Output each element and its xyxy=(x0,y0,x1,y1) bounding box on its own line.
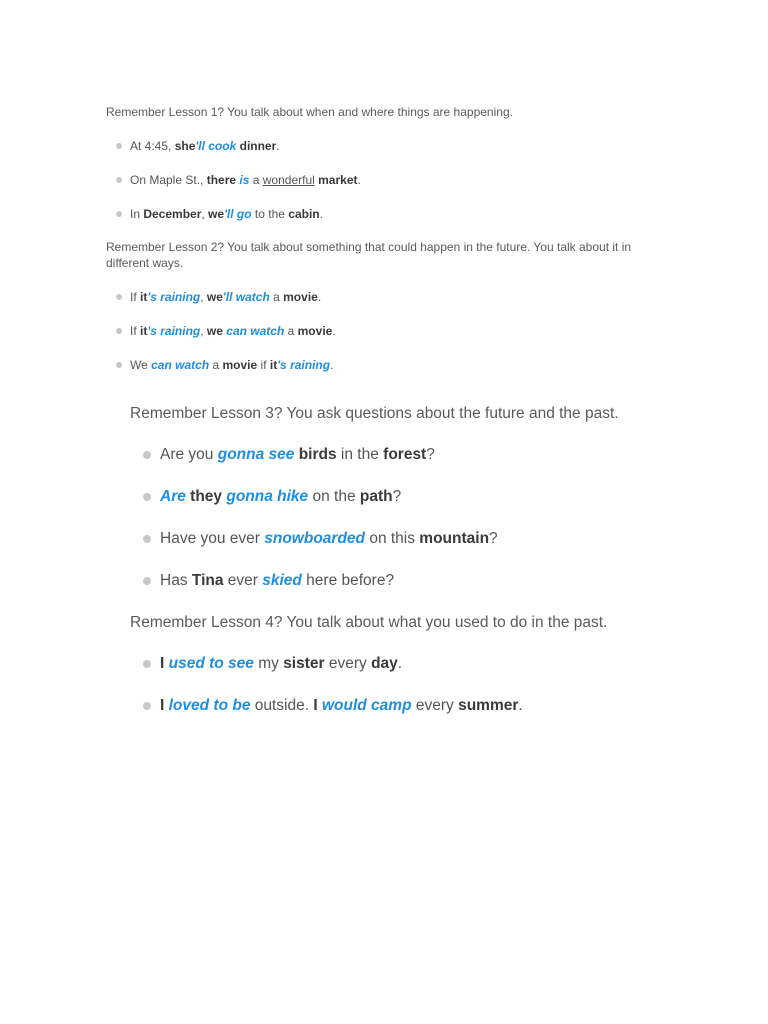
text-segment: . xyxy=(330,358,334,372)
bold-text: dinner xyxy=(239,139,277,153)
highlighted-phrase: 'll go xyxy=(224,207,252,221)
bold-text: day xyxy=(371,655,398,672)
highlighted-phrase: would camp xyxy=(321,697,412,714)
text-segment: every xyxy=(411,697,459,714)
bullet-icon xyxy=(116,328,122,334)
bold-text: we xyxy=(208,207,225,221)
lesson-3-list xyxy=(130,444,690,592)
list-item xyxy=(106,322,674,340)
text-segment: . xyxy=(397,655,403,672)
highlighted-phrase: 'll cook xyxy=(195,139,237,153)
list-item xyxy=(106,205,674,223)
text-segment: , xyxy=(200,324,207,338)
text-segment: . xyxy=(332,324,336,338)
text-segment: . xyxy=(276,139,280,153)
lesson-1-section xyxy=(106,104,674,223)
bold-text: it xyxy=(140,324,148,338)
text-segment: a xyxy=(249,173,263,187)
list-item xyxy=(130,486,690,508)
list-item xyxy=(106,171,674,189)
lesson-3-intro: Remember Lesson 3? You ask questions about the future and the past. xyxy=(130,405,619,422)
highlighted-phrase: gonna hike xyxy=(226,488,309,505)
bold-text: movie xyxy=(297,324,333,338)
text-segment: Has xyxy=(160,572,192,589)
list-item xyxy=(130,653,690,675)
highlighted-phrase: gonna see xyxy=(217,446,295,463)
highlighted-phrase: Are xyxy=(160,488,186,505)
highlighted-phrase: 's raining xyxy=(147,324,201,338)
text-segment: , xyxy=(200,290,207,304)
text-segment: Are you xyxy=(160,446,218,463)
text-segment: . xyxy=(357,173,361,187)
list-item xyxy=(106,288,674,306)
underlined-text: wonderful xyxy=(262,173,315,187)
highlighted-phrase: can watch xyxy=(151,358,210,372)
text-segment: ? xyxy=(489,530,498,547)
bold-text: movie xyxy=(283,290,318,304)
highlighted-phrase: skied xyxy=(262,572,302,589)
bullet-icon xyxy=(143,535,151,543)
list-item xyxy=(130,444,690,466)
highlighted-phrase: is xyxy=(239,173,250,187)
highlighted-phrase: 's raining xyxy=(277,358,331,372)
bold-text: I xyxy=(160,655,165,672)
list-item-text xyxy=(160,697,523,714)
list-item-text xyxy=(160,655,402,672)
text-segment: on the xyxy=(308,488,360,505)
lesson-2-intro: Remember Lesson 2? You talk about something that could happen in the future. You talk about it in different ways. xyxy=(106,240,632,270)
text-segment: Have you ever xyxy=(160,530,265,547)
lesson-4-section xyxy=(130,613,690,717)
text-segment: If xyxy=(130,324,141,338)
bold-text: path xyxy=(359,488,393,505)
bold-text: I xyxy=(160,697,165,714)
text-segment: my xyxy=(253,655,284,672)
lesson-4-intro: Remember Lesson 4? You talk about what you used to do in the past. xyxy=(130,614,608,631)
list-item-text xyxy=(130,358,333,372)
bold-text: I xyxy=(313,697,318,714)
text-segment: , xyxy=(201,207,209,221)
bold-text: it xyxy=(140,290,148,304)
list-item-text xyxy=(160,446,435,463)
highlighted-phrase: 's raining xyxy=(147,290,201,304)
list-item-text xyxy=(130,173,361,187)
bullet-icon xyxy=(143,702,151,710)
bullet-icon xyxy=(116,211,122,217)
text-segment: if xyxy=(257,358,270,372)
text-segment: to the xyxy=(251,207,289,221)
list-item-text xyxy=(130,139,280,153)
list-item xyxy=(130,695,690,717)
bullet-icon xyxy=(116,143,122,149)
bullet-icon xyxy=(143,577,151,585)
text-segment: . xyxy=(319,207,323,221)
text-segment: In xyxy=(130,207,144,221)
text-segment: . xyxy=(317,290,322,304)
bullet-icon xyxy=(116,177,122,183)
bold-text: mountain xyxy=(419,530,490,547)
text-segment: We xyxy=(130,358,152,372)
text-segment: in the xyxy=(336,446,384,463)
list-item-text xyxy=(130,290,321,304)
bold-text: it xyxy=(269,358,278,372)
bullet-icon xyxy=(143,660,151,668)
list-item-text xyxy=(130,324,336,338)
bold-text: forest xyxy=(383,446,427,463)
text-segment: At 4:45, xyxy=(130,139,175,153)
bold-text: market xyxy=(318,173,358,187)
lesson-1-intro: Remember Lesson 1? You talk about when and where things are happening. xyxy=(106,105,513,119)
text-segment: outside. xyxy=(250,697,314,714)
lesson-1-list xyxy=(106,137,674,223)
bold-text: sister xyxy=(283,655,325,672)
lesson-3-section xyxy=(130,404,690,592)
list-item xyxy=(106,137,674,155)
lesson-4-list xyxy=(130,653,690,717)
text-segment: every xyxy=(324,655,372,672)
text-segment: On Maple St. xyxy=(130,173,201,187)
text-segment: ? xyxy=(392,488,402,505)
bold-text: she xyxy=(174,139,196,153)
highlighted-phrase: loved to be xyxy=(168,697,251,714)
highlighted-phrase: used to see xyxy=(168,655,254,672)
text-segment: on this xyxy=(365,530,420,547)
list-item xyxy=(130,528,690,550)
highlighted-phrase: 'll watch xyxy=(222,290,270,304)
text-segment: ? xyxy=(426,446,435,463)
bold-text: there xyxy=(206,173,237,187)
text-segment: ever xyxy=(223,572,263,589)
lesson-2-list xyxy=(106,288,674,374)
highlighted-phrase: snowboarded xyxy=(264,530,366,547)
bold-text: summer xyxy=(458,697,519,714)
text-segment: If xyxy=(130,290,141,304)
text-segment: here before? xyxy=(301,572,395,589)
bold-text: movie xyxy=(222,358,258,372)
list-item-text xyxy=(160,530,498,547)
bold-text: they xyxy=(190,488,223,505)
text-segment: . xyxy=(518,697,523,714)
bullet-icon xyxy=(116,362,122,368)
list-item-text xyxy=(160,488,401,505)
bold-text: cabin xyxy=(288,207,320,221)
list-item xyxy=(130,570,690,592)
text-segment: , xyxy=(200,173,207,187)
bold-text: Tina xyxy=(191,572,224,589)
bold-text: birds xyxy=(298,446,337,463)
text-segment: a xyxy=(209,358,223,372)
list-item-text xyxy=(160,572,394,589)
list-item xyxy=(106,356,674,374)
list-item-text xyxy=(130,207,323,221)
bold-text: December xyxy=(143,207,202,221)
bold-text: we xyxy=(206,324,223,338)
highlighted-phrase: can watch xyxy=(226,324,285,338)
bullet-icon xyxy=(143,451,151,459)
bullet-icon xyxy=(116,294,122,300)
bullet-icon xyxy=(143,493,151,501)
lesson-2-section xyxy=(106,239,674,374)
text-segment: a xyxy=(269,290,284,304)
text-segment: a xyxy=(284,324,298,338)
bold-text: we xyxy=(206,290,223,304)
